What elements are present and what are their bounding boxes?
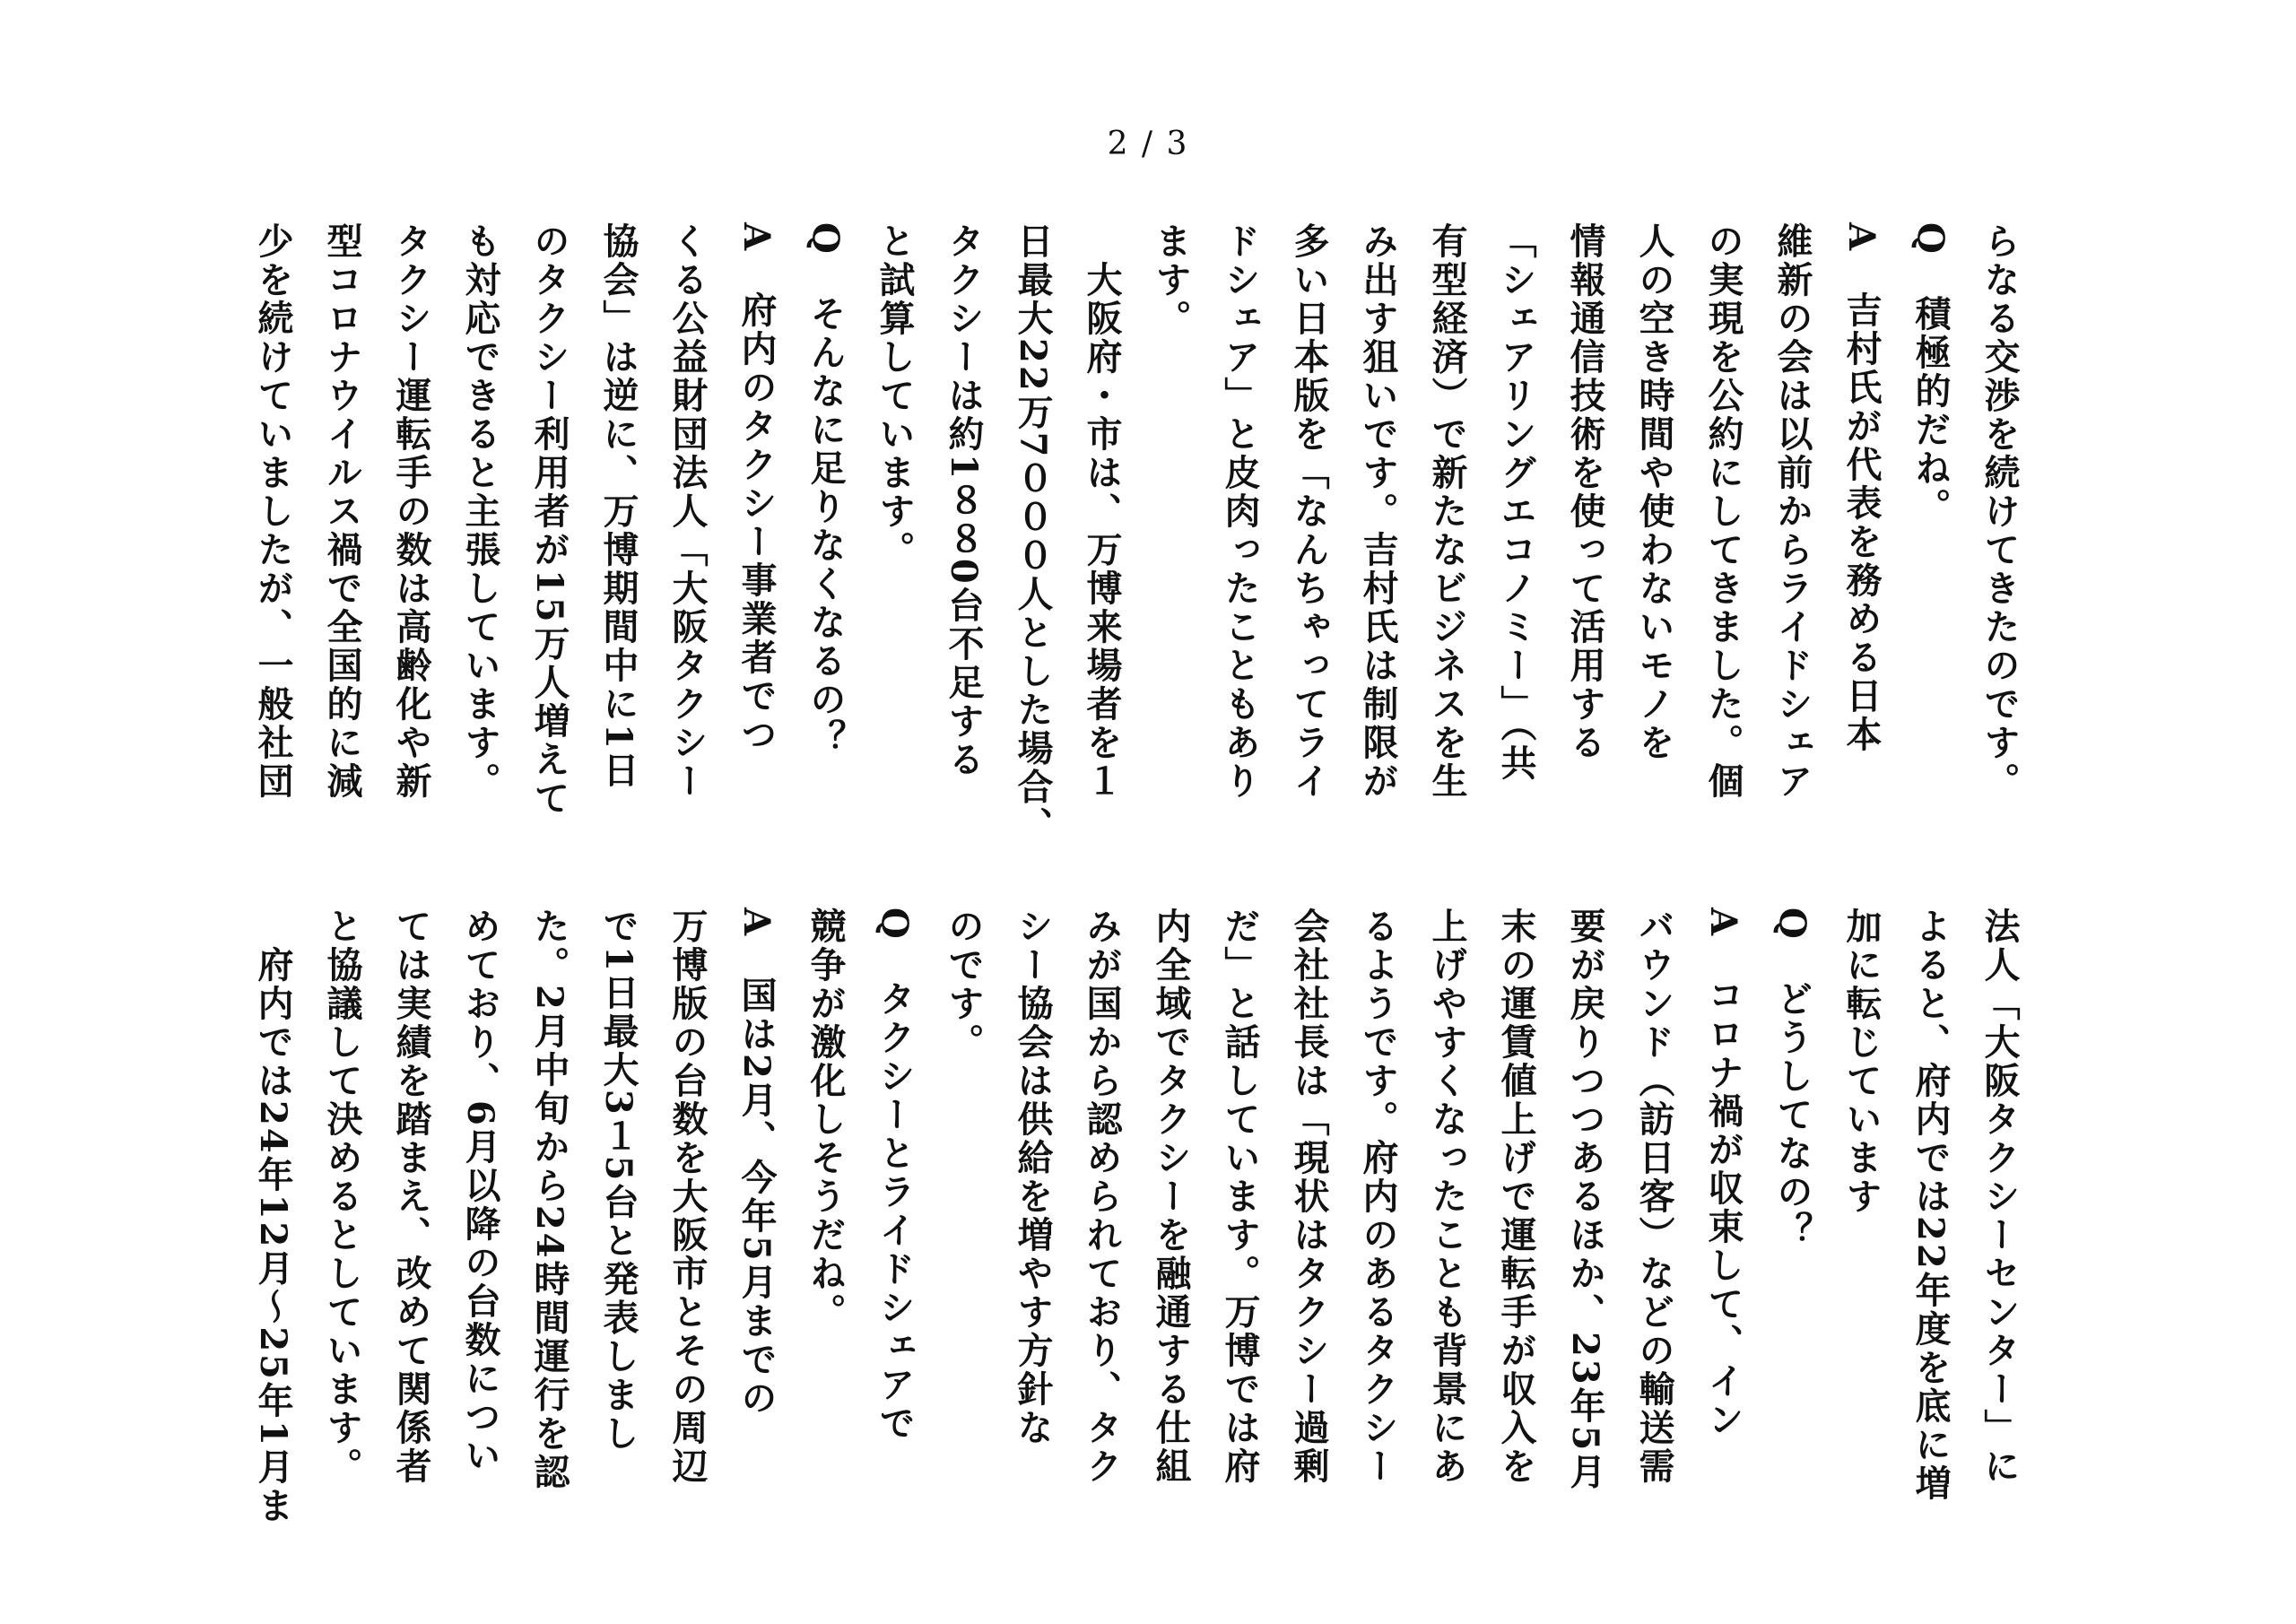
- text-line: 型コロナウイルス禍で全国的に減: [321, 222, 363, 801]
- text-line: で1日最大3１5台と発表しまし: [597, 908, 639, 1454]
- article-text-top: [240, 222, 2034, 846]
- text-line: みが国から認められており、タク: [1081, 908, 1123, 1486]
- text-line: み出す狙いです。吉村氏は制限が: [1357, 222, 1399, 801]
- text-line: 少を続けていましたが、一般社団: [252, 222, 294, 801]
- text-line: 万博版の台数を大阪市とその周辺: [666, 908, 709, 1486]
- text-line: Q そんなに足りなくなるの？: [804, 222, 847, 758]
- text-line: バウンド（訪日客）などの輸送需: [1633, 908, 1675, 1486]
- text-line: るようです。府内のあるタクシー: [1357, 908, 1399, 1486]
- text-line: のです。: [943, 908, 985, 1062]
- text-line: 要が戻りつつあるほか、23年5月: [1564, 908, 1606, 1492]
- page-number: 2 / 3: [1107, 126, 1189, 162]
- text-line: ては実績を踏まえ、改めて関係者: [390, 908, 432, 1486]
- text-line: A 府内のタクシー事業者でつ: [735, 222, 778, 755]
- text-line: 府内では24年12月～25年1月ま: [252, 908, 294, 1525]
- text-line: 末の運賃値上げで運転手が収入を: [1495, 908, 1537, 1486]
- text-line: Q 積極的だね。: [1909, 222, 1952, 526]
- text-line: た。2月中旬から24時間運行を認: [528, 908, 570, 1492]
- text-line: 競争が激化しそうだね。: [804, 908, 847, 1332]
- text-line: らなる交渉を続けてきたのです。: [1979, 222, 2021, 801]
- text-line: 日最大22万7０００人とした場合、: [1012, 222, 1054, 846]
- text-line: ます。: [1150, 222, 1192, 338]
- text-line: 会社社長は「現状はタクシー過剰: [1288, 908, 1330, 1486]
- text-line: 多い日本版を「なんちゃってライ: [1288, 222, 1330, 801]
- text-line: 大阪府・市は、万博来場者を１: [1081, 222, 1123, 801]
- text-line: 人の空き時間や使わないモノを: [1633, 222, 1675, 762]
- text-line: シー協会は供給を増やす方針な: [1012, 908, 1054, 1447]
- text-line: 加に転じています: [1840, 908, 1883, 1216]
- text-line: 「シェアリングエコノミー」（共: [1495, 222, 1537, 783]
- text-line: のタクシー利用者が15万人増えて: [528, 222, 570, 818]
- text-line: Q どうしてなの？: [1771, 908, 1813, 1250]
- text-line: A 国は2月、今年5月までの: [735, 908, 778, 1418]
- text-line: と試算しています。: [874, 222, 916, 569]
- text-line: 維新の会は以前からライドシェア: [1771, 222, 1813, 801]
- text-line: だ」と話しています。万博では府: [1219, 908, 1261, 1486]
- text-line: 上げやすくなったことも背景にあ: [1426, 908, 1468, 1486]
- text-line: Q タクシーとライドシェアで: [874, 908, 916, 1443]
- text-line: 内全域でタクシーを融通する仕組: [1150, 908, 1192, 1486]
- text-line: A 吉村氏が代表を務める日本: [1840, 222, 1883, 755]
- text-line: 情報通信技術を使って活用する: [1564, 222, 1606, 762]
- article-text-bottom: [240, 908, 2034, 1525]
- text-line: も対応できると主張しています。: [459, 222, 501, 801]
- text-line: めており、6月以降の台数につい: [459, 908, 501, 1475]
- text-line: 有型経済）で新たなビジネスを生: [1426, 222, 1468, 801]
- text-line: タクシーは約1８８0台不足する: [943, 222, 985, 779]
- text-line: よると、府内では22年度を底に増: [1909, 908, 1952, 1503]
- text-line: 法人「大阪タクシーセンター」に: [1979, 908, 2021, 1486]
- text-line: タクシー運転手の数は高齢化や新: [390, 222, 432, 801]
- text-line: 協会」は逆に、万博期間中に1日: [597, 222, 639, 790]
- text-line: ドシェア」と皮肉ったこともあり: [1219, 222, 1261, 801]
- text-line: の実現を公約にしてきました。個: [1702, 222, 1744, 801]
- text-line: A コロナ禍が収束して、イン: [1702, 908, 1744, 1440]
- text-line: くる公益財団法人「大阪タクシー: [666, 222, 709, 801]
- text-line: と協議して決めるとしています。: [321, 908, 363, 1486]
